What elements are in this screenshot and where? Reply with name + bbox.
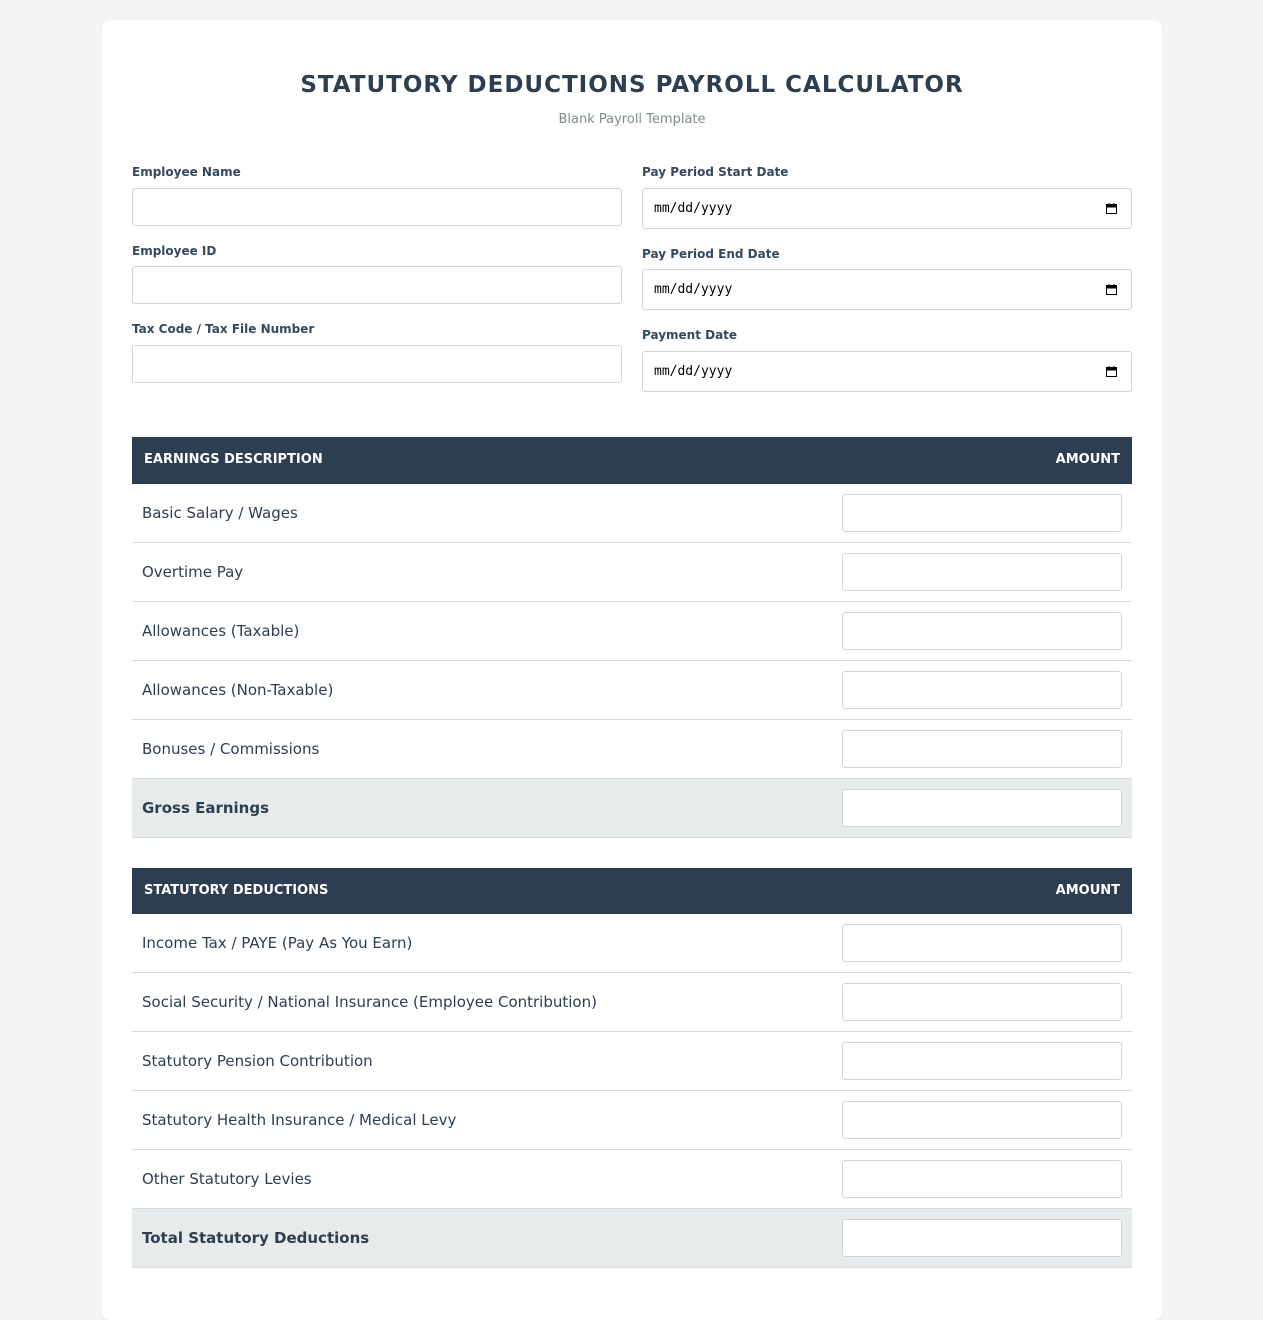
earnings-row-label: Basic Salary / Wages — [142, 504, 298, 522]
table-row — [132, 543, 1132, 602]
table-row — [132, 973, 1132, 1032]
earnings-row-label: Allowances (Non-Taxable) — [142, 681, 334, 699]
table-row — [132, 1150, 1132, 1209]
employee-id-label: Employee ID — [132, 244, 217, 258]
page-subtitle: Blank Payroll Template — [558, 112, 706, 127]
overtime-pay-amount-input[interactable] — [842, 553, 1122, 591]
income-tax-amount-input[interactable] — [842, 924, 1122, 962]
earnings-row-label: Bonuses / Commissions — [142, 740, 320, 758]
deductions-row-label: Statutory Health Insurance / Medical Levy — [142, 1111, 457, 1129]
table-row — [132, 914, 1132, 973]
deductions-row-label: Income Tax / PAYE (Pay As You Earn) — [142, 934, 413, 952]
payroll-card — [102, 20, 1162, 1320]
other-levies-amount-input[interactable] — [842, 1160, 1122, 1198]
page-title: STATUTORY DEDUCTIONS PAYROLL CALCULATOR — [300, 72, 964, 98]
social-security-amount-input[interactable] — [842, 983, 1122, 1021]
deductions-row-label: Other Statutory Levies — [142, 1170, 312, 1188]
total-deductions-amount-input[interactable] — [842, 1219, 1122, 1257]
earnings-description-header: EARNINGS DESCRIPTION — [144, 452, 323, 467]
pay-period-start-value: mm/dd/yyyy — [654, 201, 733, 216]
payment-date-label: Payment Date — [642, 328, 738, 342]
calendar-icon[interactable] — [1106, 366, 1117, 377]
earnings-row-label: Allowances (Taxable) — [142, 622, 300, 640]
gross-earnings-label: Gross Earnings — [142, 799, 270, 817]
employee-name-label: Employee Name — [132, 165, 241, 179]
payment-date-value: mm/dd/yyyy — [654, 364, 733, 379]
table-row — [132, 1032, 1132, 1091]
calendar-icon[interactable] — [1106, 203, 1117, 214]
pay-period-end-value: mm/dd/yyyy — [654, 282, 733, 297]
basic-salary-amount-input[interactable] — [842, 494, 1122, 532]
deductions-amount-header: AMOUNT — [1055, 883, 1120, 898]
tax-code-label: Tax Code / Tax File Number — [132, 322, 315, 336]
bonuses-commissions-amount-input[interactable] — [842, 730, 1122, 768]
table-row — [132, 720, 1132, 779]
deductions-description-header: STATUTORY DEDUCTIONS — [144, 883, 329, 898]
allowances-taxable-amount-input[interactable] — [842, 612, 1122, 650]
allowances-non-taxable-amount-input[interactable] — [842, 671, 1122, 709]
table-row — [132, 602, 1132, 661]
tax-code-input[interactable] — [132, 345, 622, 383]
deductions-table-header — [132, 868, 1132, 914]
health-insurance-amount-input[interactable] — [842, 1101, 1122, 1139]
earnings-table-header — [132, 437, 1132, 484]
earnings-row-label: Overtime Pay — [142, 563, 244, 581]
pay-period-start-input[interactable] — [642, 188, 1132, 229]
calendar-icon[interactable] — [1106, 284, 1117, 295]
employee-name-input[interactable] — [132, 188, 622, 226]
pay-period-end-input[interactable] — [642, 269, 1132, 310]
pay-period-start-label: Pay Period Start Date — [642, 165, 789, 179]
deductions-row-label: Social Security / National Insurance (Employee Contribution) — [142, 993, 597, 1011]
pension-contribution-amount-input[interactable] — [842, 1042, 1122, 1080]
total-deductions-row — [132, 1209, 1132, 1268]
payment-date-input[interactable] — [642, 351, 1132, 392]
pay-period-end-label: Pay Period End Date — [642, 247, 780, 261]
table-row — [132, 484, 1132, 543]
employee-id-input[interactable] — [132, 266, 622, 304]
earnings-amount-header: AMOUNT — [1055, 452, 1120, 467]
total-deductions-label: Total Statutory Deductions — [142, 1229, 370, 1247]
gross-earnings-amount-input[interactable] — [842, 789, 1122, 827]
table-row — [132, 661, 1132, 720]
table-row — [132, 1091, 1132, 1150]
gross-earnings-row — [132, 779, 1132, 838]
deductions-row-label: Statutory Pension Contribution — [142, 1052, 373, 1070]
